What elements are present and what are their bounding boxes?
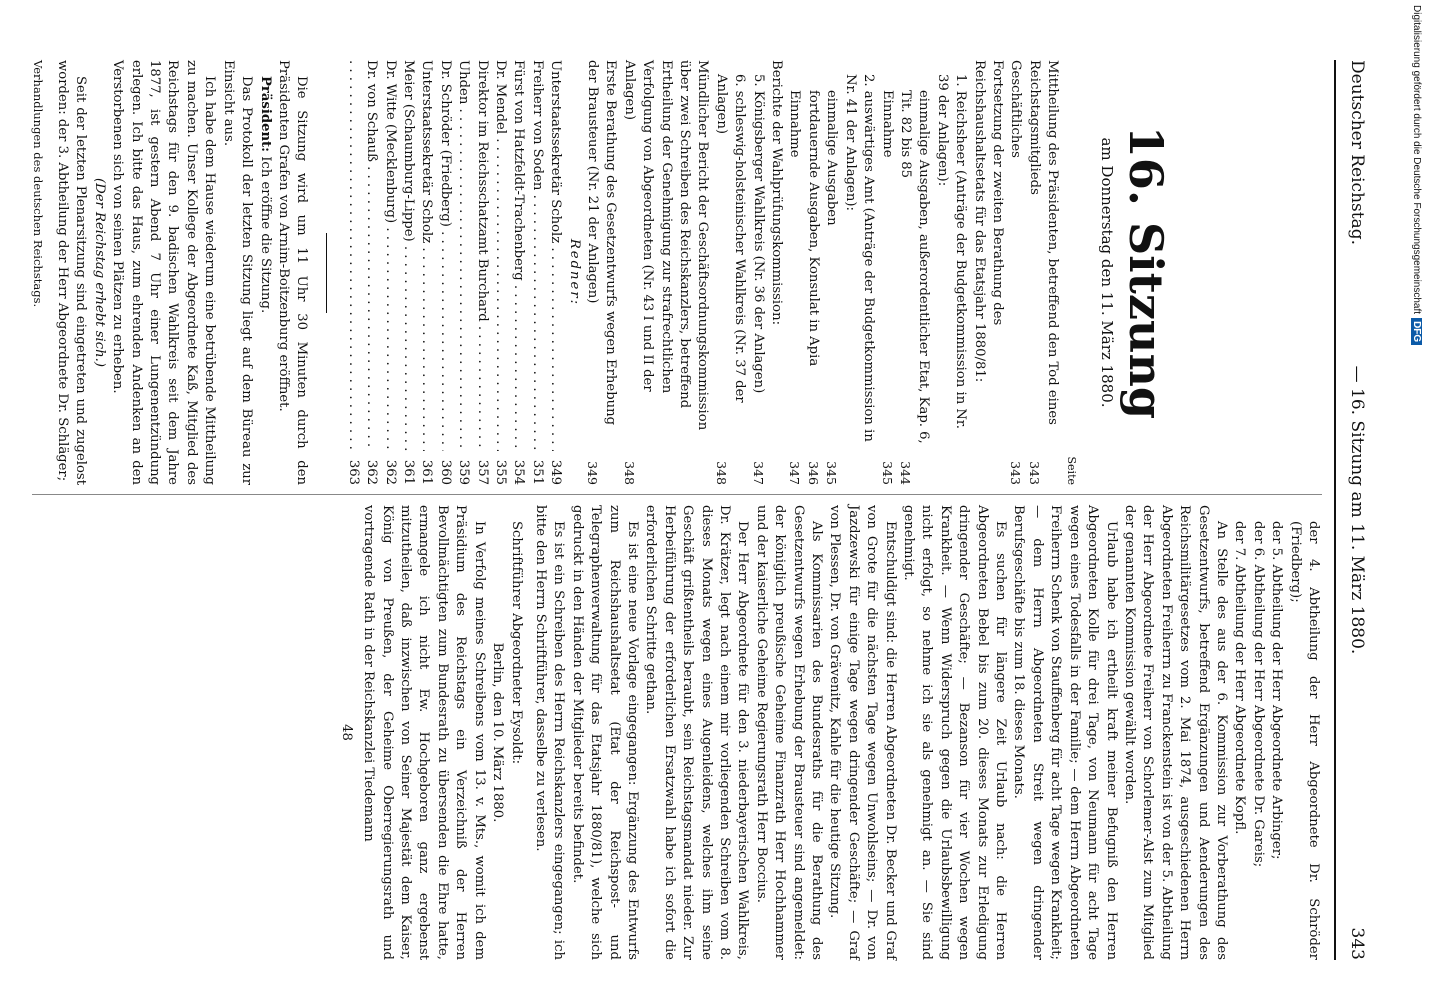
speaker-entry [417, 60, 435, 485]
toc-entry-page: 349 [585, 461, 601, 485]
opening-paragraph: Die Sitzung wird um 11 Uhr 30 Minuten durch den Präsidenten Grafen von Arnim-Boitzenburg eröffnet. [275, 60, 310, 485]
toc-entry-text: Einnahme [879, 90, 895, 158]
body-paragraph: Es ist eine neue Vorlage eingegangen: Ergänzung des Entwurfs zum Reichshaushaltsetat (Etat der Reichspost- und Telegraphenverwaltung für das Etatsjahr 1880/81), welche sich gedruckt in den Händen der Mitglieder bereits befindet. [569, 505, 640, 960]
dfg-logo: DFG [1411, 318, 1422, 345]
speaker-name: Fürst von Hatzfeldt-Trachenberg . . . [509, 60, 527, 451]
letter-date: Berlin, den 10. März 1880. [490, 642, 506, 823]
toc-entry-text: 6. schleswig-holsteinischer Wahlkreis (Nr. 37 der Anlagen) [713, 74, 748, 403]
session-date: am Donnerstag den 11. März 1880. [1098, 137, 1116, 408]
toc-redner-label: Redner: [566, 238, 582, 307]
protocol-paragraph: Das Protokoll der letzten Sitzung liegt auf dem Büreau zur Einsicht aus. [220, 60, 255, 485]
speaker-name: Dr. Mendel . . . [491, 60, 509, 451]
letter-text: In Verfolg meines Schreibens vom 13. v. Mts., womit ich dem Präsidium des Reichstags ein Verzeichniß der Herren Bevollmächtigten zum Bundesrath zu übersenden die Ehre hatte, ermangele ich nicht Ew. Hochgeboren ganz ergebenst mitzutheilen, daß inzwischen von Seiner Majestät dem Kaiser, König von Preußen, der Geheime Oberregierungsrath und vortragende Rath in der Reichskanzlei Tiedemann [361, 505, 487, 960]
toc-entry [969, 60, 1006, 485]
speaker-page: 362 [364, 459, 380, 485]
speaker-page: 351 [529, 459, 545, 485]
toc-entry-text: Geschäftliches [1008, 60, 1024, 158]
header-rule [1334, 60, 1336, 960]
toc-entry [932, 60, 969, 485]
toc-entry [767, 60, 785, 485]
right-column [336, 505, 1322, 960]
toc-entry-text: 2. auswärtiges Amt (Anträge der Budgetkommission in Nr. 41 der Anlagen): [842, 74, 877, 442]
body-paragraph: der 4. Abtheilung der Herr Abgeordnete Dr. Schröder (Friedberg); [1287, 521, 1321, 960]
speaker-name: Meier (Schaumburg-Lippe) . . . [399, 60, 417, 451]
table-of-contents [583, 60, 1062, 485]
toc-entry-page: 347 [787, 461, 803, 485]
speaker-entry [527, 60, 545, 485]
president-text: Ich eröffne die Sitzung. [257, 156, 273, 314]
toc-entry [877, 60, 895, 485]
toc-entry [619, 60, 711, 485]
stage-direction: (Der Reichstag erhebt sich.) [91, 178, 107, 367]
speaker-entry [435, 60, 453, 485]
body-paragraph: der 5. Abtheilung der Herr Abgeordnete Arbinger; [1269, 521, 1285, 860]
toc-entry-page: 348 [621, 461, 637, 485]
toc-entry [748, 60, 766, 485]
toc-entry-page: 343 [1026, 461, 1042, 485]
toc-entry-text: Erste Berathung des Gesetzentwurfs wegen Erhebung der Brausteuer (Nr. 21 der Anlagen) [585, 60, 619, 426]
body-paragraph: Entschuldigt sind: die Herren Abgeordneten Dr. Becker und Graf von Grote für die nächsten Tage wegen Unwohlseins; — Dr. von Jazdzewski für einige Tage wegen dringender Geschäfte; — Graf von Plessen, Dr. von Grävenitz, Kahle für die heutige Sitzung. [827, 505, 898, 960]
speaker-entry [491, 60, 509, 485]
speaker-list [343, 60, 564, 485]
toc-entry-page: 346 [805, 461, 821, 485]
speaker-name: Direktor im Reichsschatzamt Burchard . . . [472, 60, 490, 451]
speaker-name: Freiherr von Soden . . . [527, 60, 545, 451]
toc-entry [785, 60, 803, 485]
speaker-entry [380, 60, 398, 485]
sheet-number: 48 [338, 724, 354, 741]
body-paragraph: der 6. Abtheilung der Herr Abgeordnete Dr. Gareis; [1250, 521, 1266, 868]
column-divider [32, 494, 1322, 495]
header-session: — 16. Sitzung am 11. März 1880. [1347, 365, 1367, 655]
obituary-paragraph: Ich habe dem Hause wiederum eine betrübende Mittheilung zu machen. Unser Kollege der Abgeordnete Kaß, Mitglied des Reichstags für den 9. badischen Wahlkreis seit dem Jahre 1877, ist gestern Abend 7 Uhr einer Lungenentzündung erlegen. Ich bitte das Haus, zum ehrenden Andenken an den Verstorbenen sich von seinen Plätzen zu erheben. [110, 60, 218, 485]
speaker-page: 355 [493, 459, 508, 485]
toc-entry-text: einmalige Ausgaben [824, 90, 840, 226]
toc-entry-text: Berichte der Wahlprüfungskommission: [769, 60, 785, 326]
speaker-name [343, 60, 361, 451]
speaker-name: Unterstaatssekretär Scholz . . . [546, 60, 564, 451]
body-paragraph: der 7. Abtheilung der Herr Abgeordnete Kopfl. [1232, 521, 1248, 835]
toc-entry-page: 345 [879, 461, 895, 485]
toc-entry-text: Einnahme [787, 90, 803, 158]
session-title: 16. Sitzung [1119, 125, 1173, 420]
digitization-credit [1408, 0, 1428, 1000]
toc-entry-text: fortdauernde Ausgaben, Konsulat in Apia [805, 90, 821, 367]
speaker-page: 361 [400, 459, 416, 485]
body-paragraph: Es ist ein Schreiben des Herrn Reichskanzlers eingegangen; ich bitte den Herrn Schriftführer, dasselbe zu verlesen. [532, 505, 567, 960]
speaker-entry [472, 60, 490, 485]
toc-entry [1006, 60, 1024, 485]
body-paragraph: Urlaub habe ich ertheilt kraft meiner Befugniß den Herren Abgeordneten Kolle für drei Tage, von Neumann für acht Tage wegen eines Todesfalls in der Familie; — dem Herrn Abgeordneten Freiherrn Schenk von Stauffenberg für acht Tage wegen Krankheit; — dem Herrn Abgeordneten Streit wegen dringender Berufsgeschäfte bis zum 18. dieses Monats. [1011, 505, 1119, 960]
body-paragraph: Es suchen für längere Zeit Urlaub nach: die Herren Abgeordneten Bebel bis zum 20. dieses Monats zur Erledigung dringender Geschäfte; — Bezanson für vier Wochen wegen Krankheit. — Wenn Widerspruch gegen die Urlaubsbewilligung nicht erfolgt, so nehme ich sie als genehmigt an. — Sie sind genehmigt. [901, 505, 1009, 960]
speaker-entry [343, 60, 361, 485]
toc-entry [804, 60, 822, 485]
speaker-name: Unterstaatssekretär Scholz . . . [417, 60, 435, 451]
running-header [1337, 60, 1377, 960]
speaker-page: 363 [345, 459, 361, 485]
speaker-name: Dr. Schröder (Friedberg) . . . [435, 60, 453, 451]
body-paragraph: Der Herr Abgeordnete für den 3. niederbayerischen Wahlkreis, Dr. Krätzer, legt nach einem mir vorliegenden Schreiben vom 8. dieses Monats wegen eines Augenleidens, welches ihm seine Geschäft grißtentheils beraubt, sein Reichstagsmandat nieder. Zur Herbeiführung der erforderlichen Ersatzwahl habe ich sofort die erforderlichen Schritte gethan. [643, 505, 751, 960]
speaker-entry [399, 60, 417, 485]
toc-entry-page: 348 [713, 461, 729, 485]
speaker-page: 360 [437, 459, 453, 485]
toc-entry-text: Fortsetzung der zweiten Berathung des Reichshaushaltsetats für das Etatsjahr 1880/81: [971, 60, 1005, 383]
toc-entry [711, 60, 748, 485]
speaker-page: 359 [456, 459, 472, 485]
toc-entry-page: 345 [824, 461, 840, 485]
toc-entry-text: 1. Reichsheer (Anträge der Budgetkommission in Nr. 39 der Anlagen): [934, 74, 969, 429]
left-column [28, 60, 1322, 485]
digitization-credit-text [1402, 5, 1422, 1000]
speaker-page: 349 [548, 459, 564, 485]
schriftfuehrer-label: Schriftführer Abgeordneter Eysoldt: [508, 521, 524, 765]
toc-entry-text: einmalige Ausgaben, außerordentlicher Etat, Kap. 6, Tit. 82 bis 85 [897, 90, 932, 444]
new-members-paragraph: Seit der letzten Plenarsitzung sind eingetreten und zugelost worden: der 3. Abtheilung der Herr Abgeordnete Dr. Schläger; [55, 60, 89, 485]
header-publication: Deutscher Reichstag. [1347, 60, 1367, 245]
toc-seite-label: Seite [1064, 456, 1078, 485]
toc-entry [583, 60, 620, 485]
right-paragraphs [531, 505, 1322, 960]
speaker-name: Dr. Witte (Mecklenburg) . . . [380, 60, 398, 451]
toc-entry-page: 347 [750, 461, 766, 485]
toc-entry-text: Mittheilung des Präsidenten, betreffend den Tod eines Reichstagsmitglieds [1026, 60, 1061, 425]
speaker-page: 361 [419, 459, 435, 485]
toc-entry-text: Mündlicher Bericht der Geschäftsordnungskommission über zwei Schreiben des Reichskanzlers, betreffend Ertheilung der Genehmigung zur strafrechtlichen Verfolgung von Abgeordneten (Nr. 43 I und II der Anlagen) [621, 60, 711, 431]
footer-publication: Verhandlungen des deutschen Reichstags. [30, 60, 45, 308]
speaker-entry [509, 60, 527, 485]
section-rule [326, 233, 327, 313]
toc-entry-page: 343 [1008, 461, 1024, 485]
speaker-page: 362 [382, 459, 398, 485]
toc-entry [822, 60, 840, 485]
header-page-number: 343 [1347, 927, 1367, 960]
speaker-page: 354 [511, 459, 527, 485]
president-label: Präsident: [257, 76, 273, 153]
speaker-entry [362, 60, 380, 485]
body-paragraph: An Stelle des aus der 6. Kommission zur Vorberathung des Gesetzentwurfs, betreffend Ergänzungen und Aenderungen des Reichsmilitärgesetzes vom 2. Mai 1874, ausgeschiedenen Herrn Abgeordneten Freiherrn zu Franckenstein ist von der 5. Abtheilung der Herr Abgeordnete Freiherr von Schorlemer-Alst zum Mitglied der genannten Kommission gewählt worden. [1121, 505, 1229, 960]
speaker-entry [546, 60, 564, 485]
toc-entry [896, 60, 933, 485]
credit-text: Digitalisierung gefördert durch die Deutsche Forschungsgemeinschaft [1411, 5, 1422, 315]
toc-entry [840, 60, 877, 485]
body-paragraph: Als Kommissarien des Bundesraths für die Berathung des Gesetzentwurfs wegen Erhebung der Brausteuer sind angemeldet: der königlich preußische Geheime Finanzrath Herr Hochhammer und der kaiserliche Geheime Regierungsrath Herr Boccius. [753, 505, 825, 960]
speaker-name: Dr. von Schauß . . . [362, 60, 380, 451]
toc-entry-text: 5. Königsberger Wahlkreis (Nr. 36 der Anlagen) [750, 74, 766, 394]
speaker-entry [454, 60, 472, 485]
toc-entry-page: 344 [897, 461, 913, 485]
toc-entry [1024, 60, 1061, 485]
speaker-name: Uhden . . . [454, 60, 472, 451]
speaker-page: 357 [474, 459, 490, 485]
president-paragraph [255, 60, 273, 485]
